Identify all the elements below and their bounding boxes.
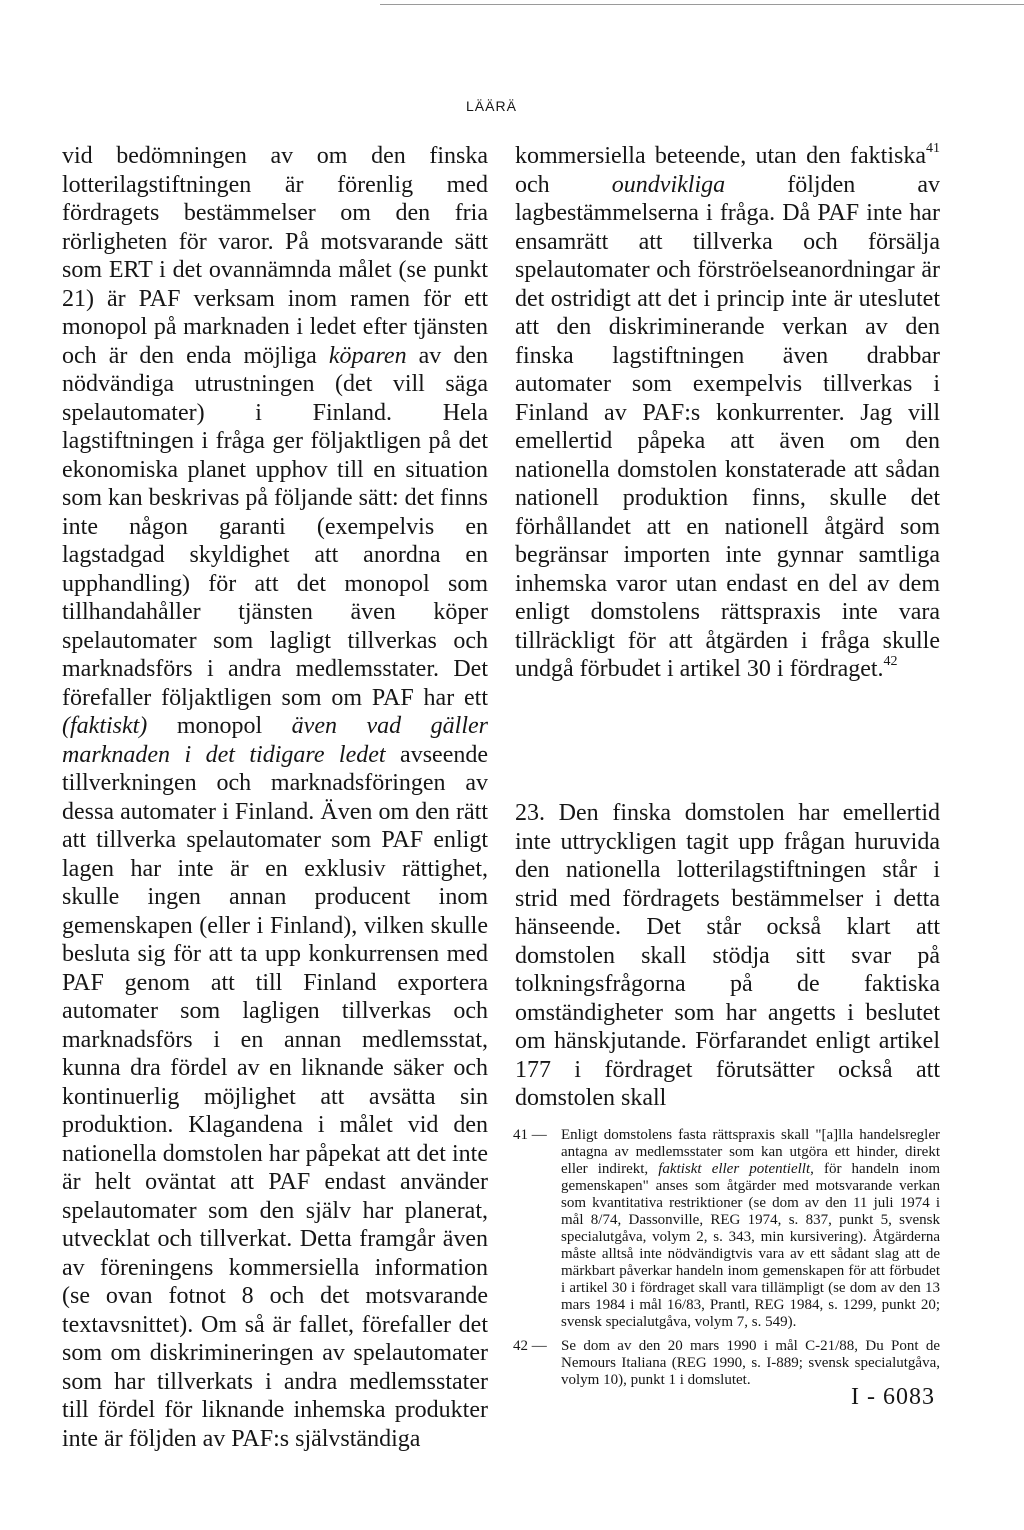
footnote-41-text-1: Enligt domstolens fasta rättspraxis skall "[a]lla handelsregler antagna av medlemsstater som kan utgöra ett hinder, direkt eller indirekt, — [561, 1127, 940, 1177]
footnotes — [513, 1127, 940, 1396]
footnote-number: 41 — — [513, 1127, 547, 1143]
footnote-41-text-2: , för handeln inom gemenskapen" anses som åtgärder med motsvarande verkan som kvantitativa restriktioner (se dom av den 11 juli 1974 i mål 8/74, Dassonville, REG 1974, s. 837, punkt 5, svensk specialutgåva, volym 2, s. 343, min kursivering). Åtgärderna måste alltså inte nödvändigtvis vara av ett sådant slag att de märkbart påverkar handeln inom gemenskapen för att förbudet i artikel 30 i fördraget skall vara tillämpligt (se dom av den 13 mars 1984 i mål 16/83, Prantl, REG 1984, s. 1299, punkt 20; svensk specialutgåva, volym 7, s. 549). — [561, 1161, 940, 1330]
footnote-ref-41: 41 — [926, 141, 940, 156]
left-text-4: avseende tillverkningen och marknadsföringen av dessa automater i Finland. Även om den rätt att tillverka spelautomater som PAF enligt lagen har inte är en exklusiv rättighet, skulle ingen annan producent inom gemenskapen (eller i Finland), vilken skulle besluta sig för att ta upp konkurrensen med PAF genom att till Finland exportera automater som lagligen tillverkas och marknadsförs i en annan medlemsstat, kunna dra fördel av en liknande säker och kontinuerlig möjlighet att avsätta sin produktion. Klagandena i målet vid den nationella domstolen har påpekat att det inte är helt oväntat att PAF endast använder spelautomater som den själv har planerat, utvecklat och tillverkat. Detta framgår även av föreningens kommersiella information (se ovan fotnot 8 och det motsvarande textavsnittet). Om så är fallet, förefaller det som om diskrimineringen av spelautomater som har tillverkats i andra medlemsstater till fördel för liknande inhemska produkter inte är följden av PAF:s självständiga — [62, 741, 488, 1452]
footnote-number: 42 — — [513, 1338, 547, 1354]
footnote-ref-42: 42 — [883, 654, 898, 669]
left-emphasis-kopare: köparen — [328, 342, 407, 369]
right-text-3: följden av lagbestämmelserna i fråga. Då PAF inte har ensamrätt att tillverka och försälja spelautomater och förströelseanordningar är det ostridigt att det i princip inte är uteslutet att den diskriminerande verkan av den finska lagstiftningen även drabbar automater som exempelvis tillverkas i Finland av PAF:s konkurrenter. Jag vill emellertid påpeka att även om den nationella domstolen konstaterade att sådan nationell produktion finns, skulle det förhållandet att en nationell åtgärd som begränsar importen inte gynnar samtliga inhemska varor utan endast en del av dem enligt domstolens rättspraxis inte vara tillräckligt för att åtgärden i fråga skulle undgå förbudet i artikel 30 i fördraget. — [515, 171, 941, 682]
footnote-42 — [513, 1338, 940, 1389]
paragraph-23: 23. Den finska domstolen har emellertid inte uttryckligen tagit upp frågan huruvida den nationella lotterilagstiftningen står i strid med fördragets bestämmelser i detta hänseende. Det står också klart att domstolen skall stödja sitt svar på tolkningsfrågorna på de faktiska omständigheter som har angetts i beslutet om hänskjutande. Förfarandet enligt artikel 177 i fördraget förutsätter också att domstolen skall — [515, 800, 940, 1111]
right-text-1: kommersiella beteende, utan den faktiska — [515, 143, 926, 169]
right-continued-paragraph — [515, 142, 940, 684]
right-text-2: och — [515, 171, 612, 198]
left-body-paragraph — [62, 142, 488, 1453]
left-text-2: av den nödvändiga utrustningen (det vill säga spelautomater) i Finland. Hela lagstiftningen i fråga ger följaktligen på det ekonomiska planet upphov till en situation som kan beskrivas på följande sätt: det finns inte någon garanti (exempelvis en lagstadgad skyldighet att anordna en upphandling) för att det monopol som tillhandahåller tjänsten även köper spelautomater som lagligt tillverkas och marknadsförs i andra medlemsstater. Det förefaller följaktligen som om PAF har ett — [62, 342, 488, 711]
right-emphasis-oundvikliga: oundvikliga — [611, 171, 726, 198]
footnote-text — [561, 1127, 940, 1331]
left-text-3: monopol — [147, 713, 292, 739]
right-column-paragraph-23 — [515, 799, 940, 1113]
left-emphasis-marknaden: även vad gäller marknaden i det tidigare ledet — [62, 713, 488, 768]
top-rule — [380, 4, 1024, 5]
footnote-41-emphasis: faktiskt eller potentiellt — [658, 1161, 811, 1177]
running-header: LÄÄRÄ — [466, 98, 517, 114]
left-column — [62, 142, 488, 1453]
footnote-42-text: Se dom av den 20 mars 1990 i mål C-21/88, Du Pont de Nemours Italiana (REG 1990, s. I-889; svensk specialutgåva, volym 10), punkt 1 i domslutet. — [561, 1338, 940, 1388]
footnote-41 — [513, 1127, 940, 1331]
page-number: I - 6083 — [851, 1384, 935, 1410]
right-column-continuation — [515, 142, 940, 684]
left-emphasis-faktiskt: (faktiskt) — [62, 713, 148, 739]
left-text-1: vid bedömningen av om den finska lotterilagstiftningen är förenlig med fördragets bestämmelser om den fria rörligheten för varor. På motsvarande sätt som ERT i det ovannämnda målet (se punkt 21) är PAF verksam inom ramen för ett monopol på marknaden i ledet efter tjänsten och är den enda möjliga — [62, 143, 488, 369]
